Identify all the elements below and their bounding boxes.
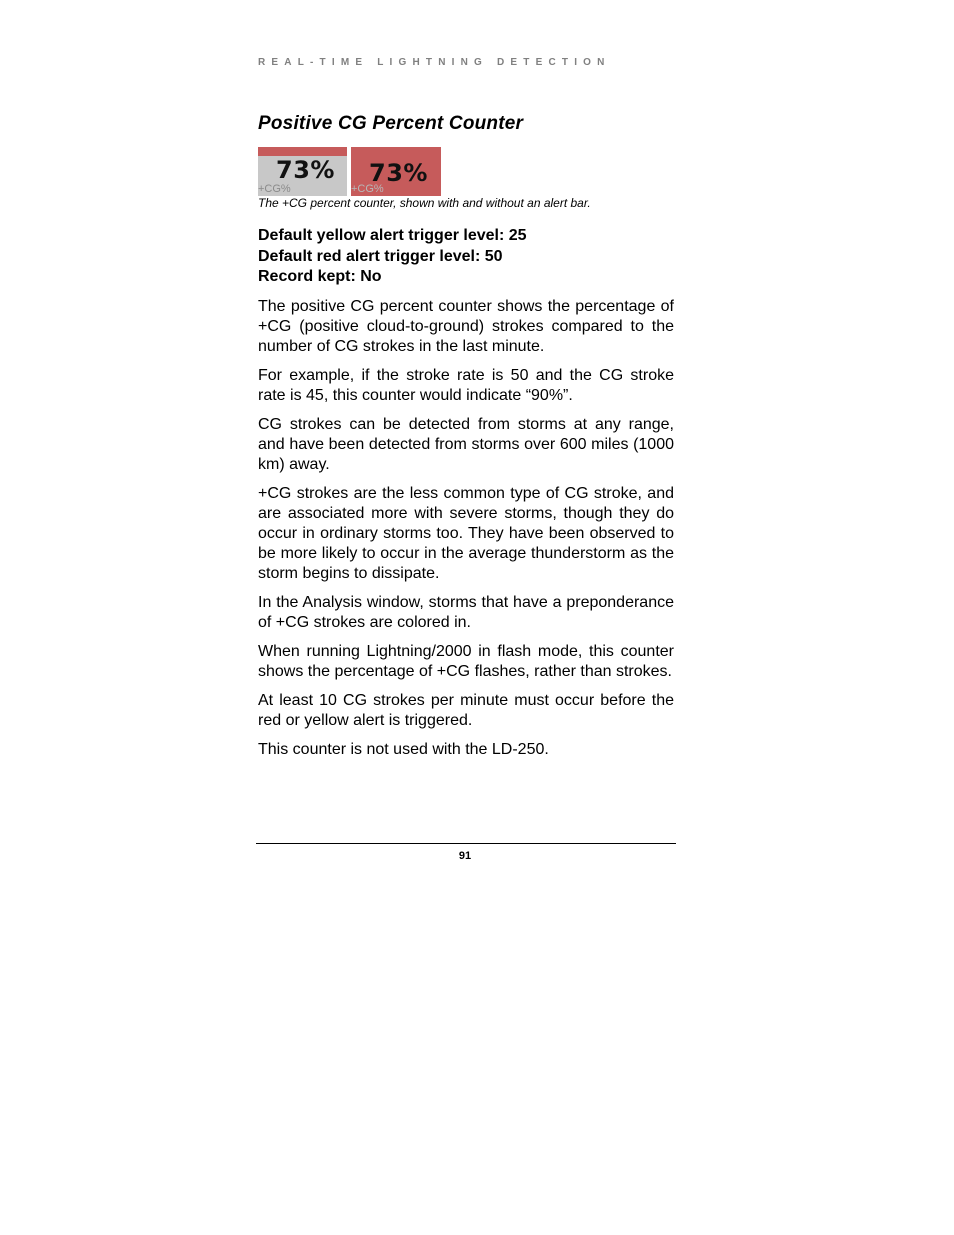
- paragraph: In the Analysis window, storms that have a preponderance of +CG strokes are colored in.: [258, 594, 674, 631]
- default-settings: [258, 226, 674, 288]
- paragraph: When running Lightning/2000 in flash mode, this counter shows the percentage of +CG flashes, rather than strokes.: [258, 643, 674, 680]
- paragraph: CG strokes can be detected from storms at any range, and have been detected from storms over 600 miles (1000 km) away.: [258, 416, 674, 473]
- counter-label: +CG%: [351, 183, 384, 195]
- footer-rule: [256, 843, 676, 844]
- counter-without-alert-bar: [351, 147, 441, 196]
- paragraph: At least 10 CG strokes per minute must occur before the red or yellow alert is triggered.: [258, 692, 674, 729]
- yellow-alert-default: Default yellow alert trigger level: 25: [258, 227, 527, 244]
- paragraph: This counter is not used with the LD-250.: [258, 741, 549, 758]
- counter-with-alert-bar: [258, 147, 347, 196]
- figure-caption: The +CG percent counter, shown with and without an alert bar.: [258, 196, 591, 210]
- page-number: 91: [458, 850, 472, 862]
- alert-bar: [258, 147, 347, 156]
- counter-value: 73%: [276, 156, 335, 184]
- paragraph: +CG strokes are the less common type of CG stroke, and are associated more with severe storms, though they do occur in ordinary storms too. They have been observed to be more likely to occur in the average thunderstorm as the storm begins to dissipate.: [258, 485, 674, 582]
- red-alert-default: Default red alert trigger level: 50: [258, 247, 503, 265]
- record-kept: Record kept: No: [258, 268, 382, 285]
- paragraph: The positive CG percent counter shows the percentage of +CG (positive cloud-to-ground) strokes compared to the number of CG strokes in the last minute.: [258, 298, 674, 355]
- counter-value: 73%: [369, 159, 428, 187]
- section-title: Positive CG Percent Counter: [258, 113, 524, 134]
- body-text: [258, 297, 674, 769]
- counter-label: +CG%: [258, 183, 291, 195]
- running-head: REAL-TIME LIGHTNING DETECTION: [258, 57, 611, 68]
- paragraph: For example, if the stroke rate is 50 and the CG stroke rate is 45, this counter would indicate “90%”.: [258, 367, 674, 404]
